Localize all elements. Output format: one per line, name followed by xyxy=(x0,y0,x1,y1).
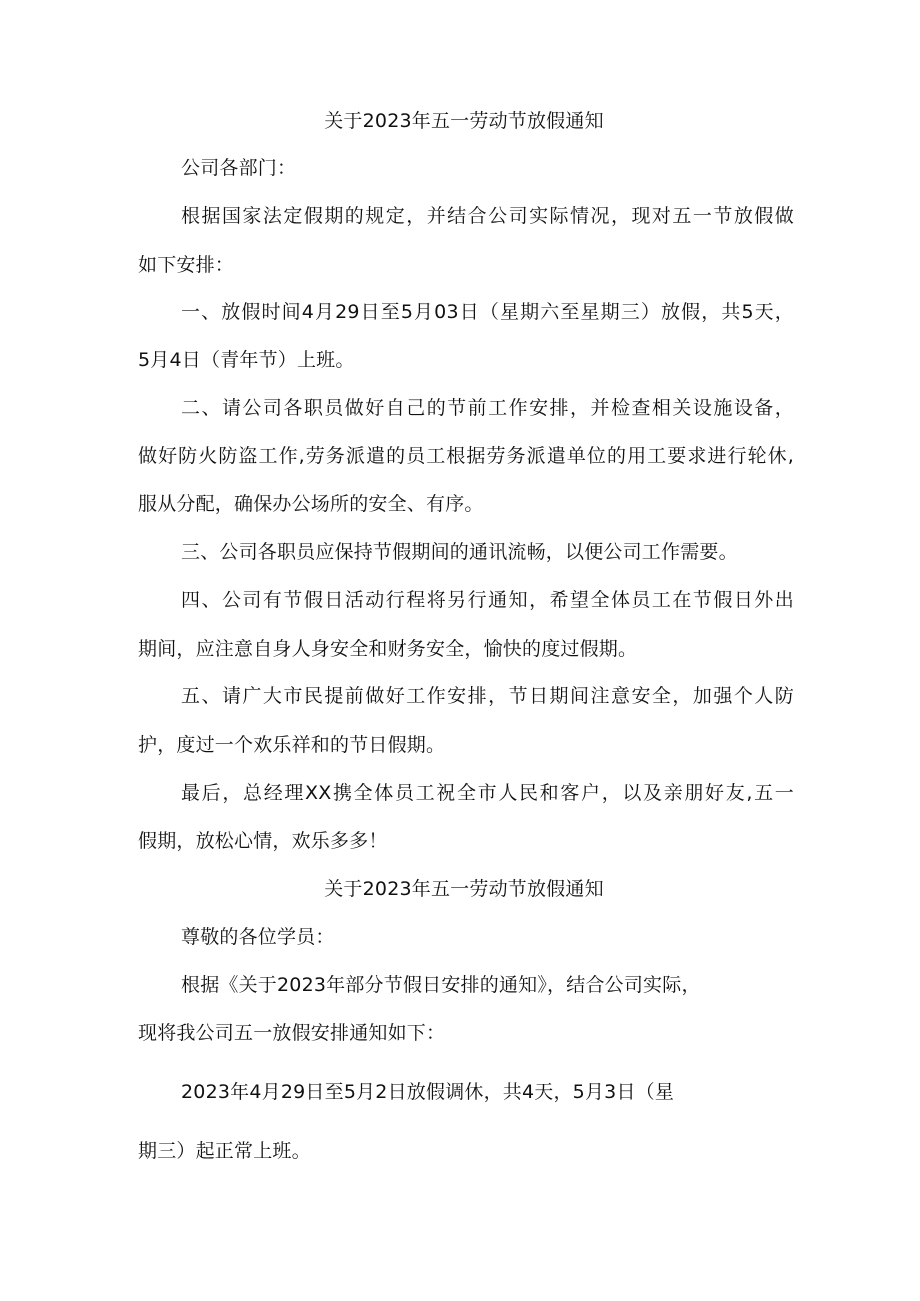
notice1-greeting: 公司各部门： xyxy=(181,157,297,179)
notice2-schedule-line2: 期三）起正常上班。 xyxy=(138,1140,311,1162)
notice1-item2-line2: 做好防火防盗工作,劳务派遣的员工根据劳务派遣单位的用工要求进行轮休, xyxy=(138,445,794,467)
notice1-item4-line2: 期间，应注意自身人身安全和财务安全，愉快的度过假期。 xyxy=(138,638,638,660)
notice1-item3-line1: 三、公司各职员应保持节假期间的通讯流畅，以便公司工作需要。 xyxy=(181,541,738,563)
notice2-title: 关于2023年五一劳动节放假通知 xyxy=(324,878,604,900)
notice2-intro-line2: 现将我公司五一放假安排通知如下： xyxy=(138,1022,446,1044)
notice1-closing-line1: 最后，总经理XX携全体员工祝全市人民和客户，以及亲朋好友,五一 xyxy=(181,782,794,804)
notice2-intro-line1: 根据《关于2023年部分节假日安排的通知》，结合公司实际， xyxy=(181,974,701,996)
notice1-closing-line2: 假期，放松心情，欢乐多多！ xyxy=(138,830,388,852)
notice1-item1-line2: 5月4日（青年节）上班。 xyxy=(138,349,355,371)
notice2-schedule-line1: 2023年4月29日至5月2日放假调休，共4天，5月3日（星 xyxy=(181,1081,675,1103)
notice1-title: 关于2023年五一劳动节放假通知 xyxy=(324,110,604,132)
notice1-intro-line2: 如下安排： xyxy=(138,254,235,276)
notice1-item1-line1: 一、放假时间4月29日至5月03日（星期六至星期三）放假，共5天， xyxy=(181,301,794,323)
notice1-item5-line2: 护，度过一个欢乐祥和的节日假期。 xyxy=(138,734,446,756)
notice1-item2-line1: 二、请公司各职员做好自己的节前工作安排，并检查相关设施设备， xyxy=(181,397,794,419)
notice1-item5-line1: 五、请广大市民提前做好工作安排，节日期间注意安全，加强个人防 xyxy=(181,685,794,707)
notice1-item2-line3: 服从分配，确保办公场所的安全、有序。 xyxy=(138,493,484,515)
notice1-intro-line1: 根据国家法定假期的规定，并结合公司实际情况，现对五一节放假做 xyxy=(181,205,794,227)
notice1-item4-line1: 四、公司有节假日活动行程将另行通知，希望全体员工在节假日外出 xyxy=(181,589,794,611)
notice2-greeting: 尊敬的各位学员： xyxy=(181,926,335,948)
